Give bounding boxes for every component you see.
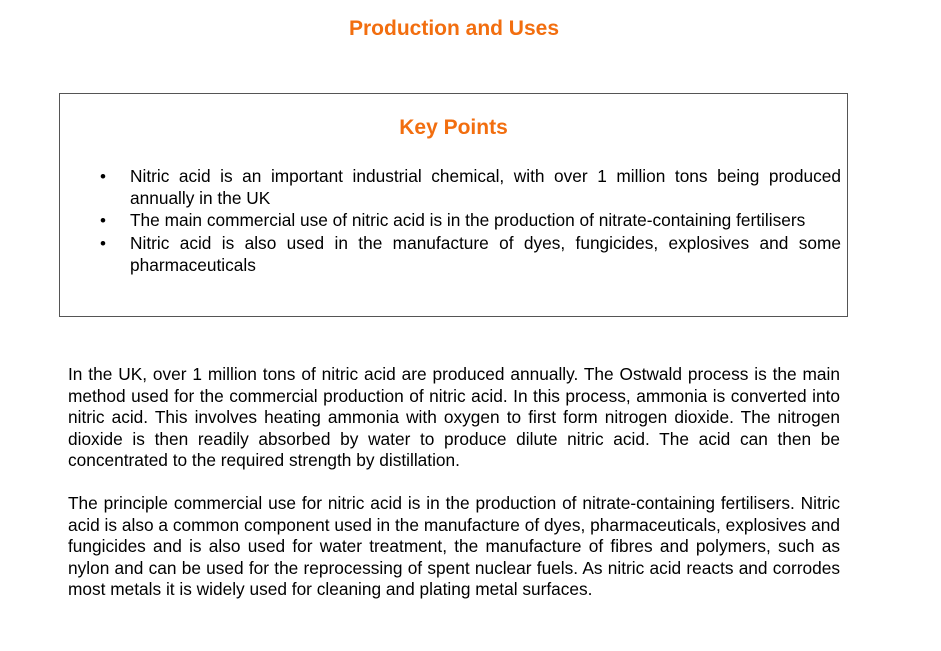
bullet-icon: • <box>100 167 106 186</box>
bullet-icon: • <box>100 211 106 231</box>
key-point-item <box>100 166 841 209</box>
body-paragraph-production: In the UK, over 1 million tons of nitric acid are produced annually. The Ostwald process is the main method used for the commercial production of nitric acid. In this process, ammonia is converted into nitric acid. This involves heating ammonia with oxygen to first form nitrogen dioxide. The nitrogen dioxide is then readily absorbed by water to produce dilute nitric acid. The acid can then be concentrated to the required strength by distillation. <box>68 364 840 471</box>
body-paragraph-uses: The principle commercial use for nitric acid is in the production of nitrate-containing fertilisers. Nitric acid is also a common component used in the manufacture of dyes, pharmaceuticals, explosives and fungicides and is also used for water treatment, the manufacture of fibres and polymers, such as nylon and can be used for the reprocessing of spent nuclear fuels. As nitric acid reacts and corrodes most metals it is widely used for cleaning and plating metal surfaces. <box>68 493 840 600</box>
page-title: Production and Uses <box>348 17 560 40</box>
key-point-item <box>100 233 841 276</box>
key-point-item <box>100 210 841 232</box>
key-points-heading: Key Points <box>399 116 508 139</box>
key-point-text: Nitric acid is an important industrial chemical, with over 1 million tons being produced annually in the UK <box>130 166 841 208</box>
bullet-icon: • <box>100 234 106 254</box>
key-points-list <box>100 166 841 278</box>
key-point-text: Nitric acid is also used in the manufacture of dyes, fungicides, explosives and some pharmaceuticals <box>130 233 841 275</box>
key-points-box <box>59 93 848 317</box>
key-point-text: The main commercial use of nitric acid is in the production of nitrate-containing fertilisers <box>130 210 806 231</box>
